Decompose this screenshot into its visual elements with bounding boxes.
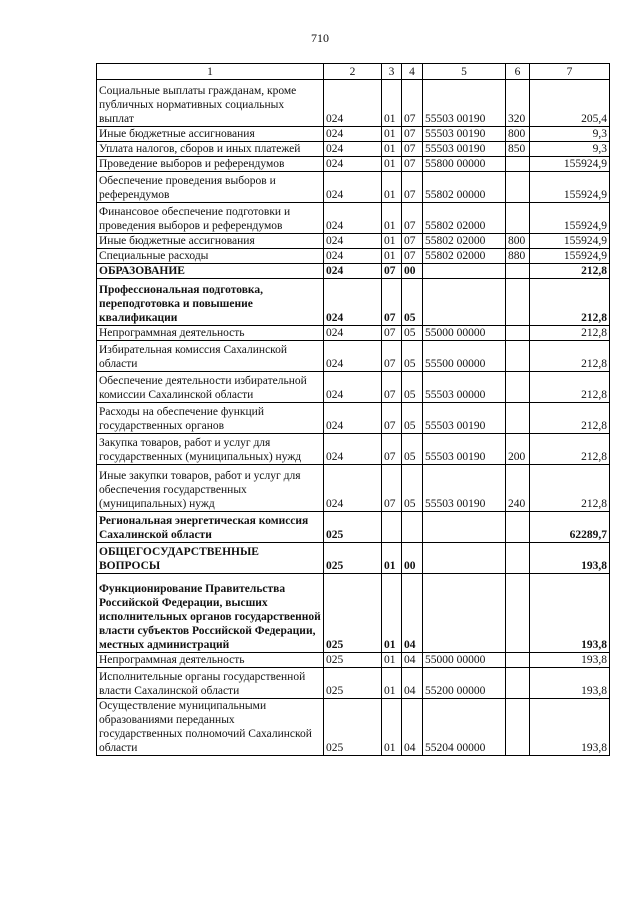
row-name-cell: Региональная энергетическая комиссия Сахалинской области <box>97 512 324 543</box>
row-expense-type-cell <box>506 264 530 279</box>
row-subsection-cell: 04 <box>402 574 423 653</box>
row-subsection-cell: 07 <box>402 234 423 249</box>
table-row <box>97 279 610 326</box>
header-row <box>97 64 610 80</box>
row-amount-cell: 193,8 <box>530 653 610 668</box>
row-subsection-cell: 07 <box>402 80 423 127</box>
row-expense-type-cell: 240 <box>506 465 530 512</box>
row-admin-code-cell: 024 <box>324 80 382 127</box>
row-target-article-cell: 55000 00000 <box>423 326 506 341</box>
row-amount-cell: 212,8 <box>530 326 610 341</box>
row-admin-code-cell: 024 <box>324 341 382 372</box>
page-number: 710 <box>311 31 329 45</box>
row-target-article-cell: 55802 00000 <box>423 172 506 203</box>
table-row <box>97 668 610 699</box>
row-expense-type-cell: 800 <box>506 127 530 142</box>
row-section-cell: 01 <box>382 203 402 234</box>
row-subsection-cell: 07 <box>402 203 423 234</box>
row-admin-code-cell: 024 <box>324 172 382 203</box>
row-section-cell: 01 <box>382 172 402 203</box>
row-expense-type-cell <box>506 372 530 403</box>
row-name-cell: Социальные выплаты гражданам, кроме публичных нормативных социальных выплат <box>97 80 324 127</box>
row-expense-type-cell <box>506 653 530 668</box>
table-row <box>97 80 610 127</box>
row-amount-cell: 155924,9 <box>530 234 610 249</box>
table-row <box>97 234 610 249</box>
row-name-cell: Осуществление муниципальными образованиями переданных государственных полномочий Сахалинской области <box>97 699 324 756</box>
table-row <box>97 543 610 574</box>
table-row <box>97 574 610 653</box>
row-amount-cell: 212,8 <box>530 341 610 372</box>
row-section-cell: 07 <box>382 372 402 403</box>
row-section-cell: 01 <box>382 543 402 574</box>
row-name-cell: Иные бюджетные ассигнования <box>97 127 324 142</box>
row-admin-code-cell: 024 <box>324 127 382 142</box>
row-name-cell: Иные закупки товаров, работ и услуг для обеспечения государственных (муниципальных) нужд <box>97 465 324 512</box>
table-row <box>97 512 610 543</box>
row-subsection-cell: 04 <box>402 668 423 699</box>
row-amount-cell: 193,8 <box>530 668 610 699</box>
row-admin-code-cell: 024 <box>324 279 382 326</box>
row-name-cell: Непрограммная деятельность <box>97 653 324 668</box>
row-name-cell: ОБЩЕГОСУДАРСТВЕННЫЕ ВОПРОСЫ <box>97 543 324 574</box>
row-target-article-cell: 55200 00000 <box>423 668 506 699</box>
row-admin-code-cell: 024 <box>324 434 382 465</box>
row-expense-type-cell: 320 <box>506 80 530 127</box>
row-amount-cell: 155924,9 <box>530 157 610 172</box>
row-subsection-cell: 05 <box>402 403 423 434</box>
table-row <box>97 249 610 264</box>
table-row <box>97 142 610 157</box>
row-expense-type-cell <box>506 699 530 756</box>
row-expense-type-cell <box>506 574 530 653</box>
row-subsection-cell: 07 <box>402 127 423 142</box>
row-admin-code-cell: 025 <box>324 699 382 756</box>
table-row <box>97 172 610 203</box>
row-expense-type-cell <box>506 668 530 699</box>
row-admin-code-cell: 024 <box>324 249 382 264</box>
row-subsection-cell: 05 <box>402 279 423 326</box>
row-admin-code-cell: 025 <box>324 543 382 574</box>
row-section-cell: 07 <box>382 465 402 512</box>
row-expense-type-cell: 800 <box>506 234 530 249</box>
row-section-cell <box>382 512 402 543</box>
table-row <box>97 326 610 341</box>
row-subsection-cell: 00 <box>402 264 423 279</box>
row-target-article-cell <box>423 512 506 543</box>
row-subsection-cell: 05 <box>402 372 423 403</box>
table-row <box>97 699 610 756</box>
row-admin-code-cell: 024 <box>324 234 382 249</box>
row-amount-cell: 212,8 <box>530 403 610 434</box>
table-row <box>97 341 610 372</box>
row-name-cell: Обеспечение проведения выборов и референдумов <box>97 172 324 203</box>
header-cell: 1 <box>97 64 324 80</box>
row-name-cell: Специальные расходы <box>97 249 324 264</box>
table-row <box>97 127 610 142</box>
table-row <box>97 203 610 234</box>
row-section-cell: 01 <box>382 142 402 157</box>
row-section-cell: 01 <box>382 127 402 142</box>
table-row <box>97 403 610 434</box>
row-target-article-cell: 55802 02000 <box>423 234 506 249</box>
row-admin-code-cell: 025 <box>324 512 382 543</box>
row-expense-type-cell <box>506 326 530 341</box>
row-section-cell: 07 <box>382 403 402 434</box>
row-name-cell: Уплата налогов, сборов и иных платежей <box>97 142 324 157</box>
row-name-cell: Функционирование Правительства Российской Федерации, высших исполнительных органов государственной власти субъектов Российской Федерации, местных администраций <box>97 574 324 653</box>
row-section-cell: 01 <box>382 574 402 653</box>
row-section-cell: 01 <box>382 699 402 756</box>
table-row <box>97 465 610 512</box>
row-section-cell: 01 <box>382 80 402 127</box>
row-name-cell: Исполнительные органы государственной власти Сахалинской области <box>97 668 324 699</box>
row-subsection-cell: 07 <box>402 157 423 172</box>
row-expense-type-cell: 850 <box>506 142 530 157</box>
row-admin-code-cell: 024 <box>324 403 382 434</box>
row-target-article-cell <box>423 543 506 574</box>
header-cell: 2 <box>324 64 382 80</box>
row-target-article-cell: 55802 02000 <box>423 203 506 234</box>
row-subsection-cell: 05 <box>402 326 423 341</box>
row-subsection-cell <box>402 512 423 543</box>
table-row <box>97 372 610 403</box>
row-name-cell: ОБРАЗОВАНИЕ <box>97 264 324 279</box>
row-target-article-cell <box>423 574 506 653</box>
table-row <box>97 653 610 668</box>
row-amount-cell: 155924,9 <box>530 249 610 264</box>
row-expense-type-cell <box>506 341 530 372</box>
row-amount-cell: 9,3 <box>530 127 610 142</box>
row-section-cell: 01 <box>382 249 402 264</box>
row-admin-code-cell: 024 <box>324 465 382 512</box>
row-expense-type-cell <box>506 543 530 574</box>
row-section-cell: 01 <box>382 234 402 249</box>
row-target-article-cell: 55500 00000 <box>423 341 506 372</box>
row-amount-cell: 212,8 <box>530 372 610 403</box>
row-amount-cell: 212,8 <box>530 264 610 279</box>
row-subsection-cell: 04 <box>402 699 423 756</box>
budget-table <box>96 63 610 756</box>
row-expense-type-cell: 200 <box>506 434 530 465</box>
row-name-cell: Профессиональная подготовка, переподготовка и повышение квалификации <box>97 279 324 326</box>
row-amount-cell: 155924,9 <box>530 172 610 203</box>
row-target-article-cell: 55802 02000 <box>423 249 506 264</box>
row-name-cell: Проведение выборов и референдумов <box>97 157 324 172</box>
row-target-article-cell <box>423 264 506 279</box>
row-admin-code-cell: 025 <box>324 653 382 668</box>
row-expense-type-cell <box>506 203 530 234</box>
row-subsection-cell: 05 <box>402 465 423 512</box>
row-admin-code-cell: 025 <box>324 668 382 699</box>
row-subsection-cell: 07 <box>402 142 423 157</box>
table-row <box>97 157 610 172</box>
row-section-cell: 01 <box>382 157 402 172</box>
row-admin-code-cell: 024 <box>324 142 382 157</box>
row-admin-code-cell: 024 <box>324 264 382 279</box>
row-target-article-cell: 55503 00000 <box>423 372 506 403</box>
row-admin-code-cell: 025 <box>324 574 382 653</box>
row-target-article-cell: 55503 00190 <box>423 127 506 142</box>
row-name-cell: Непрограммная деятельность <box>97 326 324 341</box>
row-name-cell: Расходы на обеспечение функций государственных органов <box>97 403 324 434</box>
row-expense-type-cell <box>506 157 530 172</box>
row-expense-type-cell <box>506 403 530 434</box>
row-amount-cell: 193,8 <box>530 574 610 653</box>
row-admin-code-cell: 024 <box>324 326 382 341</box>
row-subsection-cell: 07 <box>402 249 423 264</box>
row-section-cell: 07 <box>382 434 402 465</box>
row-subsection-cell: 05 <box>402 434 423 465</box>
row-expense-type-cell <box>506 279 530 326</box>
row-name-cell: Обеспечение деятельности избирательной комиссии Сахалинской области <box>97 372 324 403</box>
header-cell: 6 <box>506 64 530 80</box>
row-subsection-cell: 07 <box>402 172 423 203</box>
table-row <box>97 264 610 279</box>
row-amount-cell: 212,8 <box>530 465 610 512</box>
row-amount-cell: 62289,7 <box>530 512 610 543</box>
header-cell: 5 <box>423 64 506 80</box>
row-name-cell: Иные бюджетные ассигнования <box>97 234 324 249</box>
row-section-cell: 07 <box>382 326 402 341</box>
row-expense-type-cell <box>506 512 530 543</box>
row-amount-cell: 155924,9 <box>530 203 610 234</box>
row-amount-cell: 193,8 <box>530 543 610 574</box>
row-section-cell: 01 <box>382 653 402 668</box>
row-amount-cell: 212,8 <box>530 434 610 465</box>
row-target-article-cell: 55503 00190 <box>423 434 506 465</box>
header-cell: 4 <box>402 64 423 80</box>
row-name-cell: Закупка товаров, работ и услуг для государственных (муниципальных) нужд <box>97 434 324 465</box>
row-target-article-cell: 55000 00000 <box>423 653 506 668</box>
row-expense-type-cell <box>506 172 530 203</box>
row-section-cell: 07 <box>382 341 402 372</box>
row-target-article-cell: 55503 00190 <box>423 80 506 127</box>
row-amount-cell: 9,3 <box>530 142 610 157</box>
row-amount-cell: 212,8 <box>530 279 610 326</box>
row-name-cell: Финансовое обеспечение подготовки и проведения выборов и референдумов <box>97 203 324 234</box>
row-expense-type-cell: 880 <box>506 249 530 264</box>
row-section-cell: 01 <box>382 668 402 699</box>
table-row <box>97 434 610 465</box>
row-admin-code-cell: 024 <box>324 203 382 234</box>
row-target-article-cell: 55503 00190 <box>423 142 506 157</box>
row-target-article-cell: 55503 00190 <box>423 465 506 512</box>
row-target-article-cell: 55204 00000 <box>423 699 506 756</box>
header-cell: 7 <box>530 64 610 80</box>
row-target-article-cell: 55800 00000 <box>423 157 506 172</box>
row-amount-cell: 205,4 <box>530 80 610 127</box>
row-subsection-cell: 00 <box>402 543 423 574</box>
row-subsection-cell: 05 <box>402 341 423 372</box>
row-section-cell: 07 <box>382 264 402 279</box>
row-target-article-cell: 55503 00190 <box>423 403 506 434</box>
row-section-cell: 07 <box>382 279 402 326</box>
row-admin-code-cell: 024 <box>324 372 382 403</box>
row-subsection-cell: 04 <box>402 653 423 668</box>
row-admin-code-cell: 024 <box>324 157 382 172</box>
row-name-cell: Избирательная комиссия Сахалинской области <box>97 341 324 372</box>
row-target-article-cell <box>423 279 506 326</box>
row-amount-cell: 193,8 <box>530 699 610 756</box>
header-cell: 3 <box>382 64 402 80</box>
